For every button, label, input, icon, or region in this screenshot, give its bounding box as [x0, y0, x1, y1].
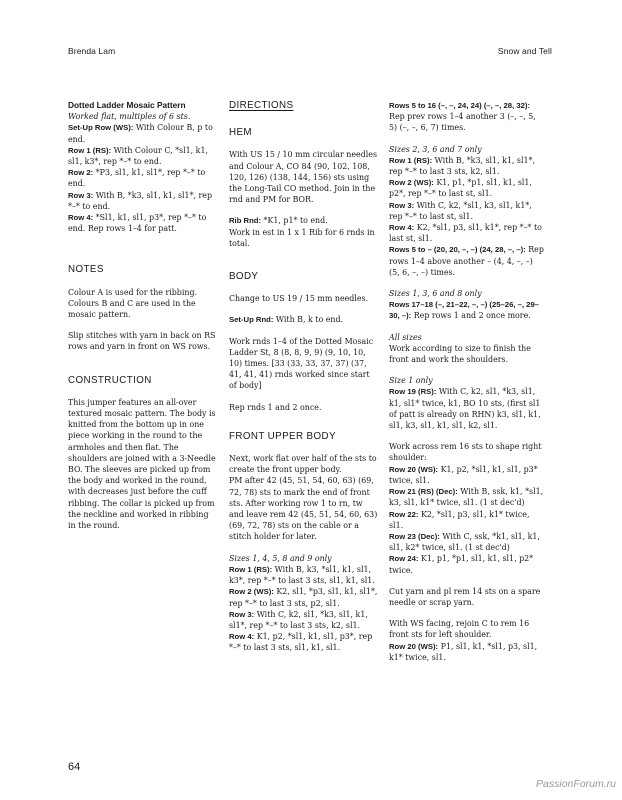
front-upper-body-heading: FRONT UPPER BODY [229, 430, 336, 442]
column-1 [68, 100, 218, 541]
header-author: Brenda Lam [68, 46, 116, 56]
notes-heading: NOTES [68, 264, 104, 276]
front-row-1: Row 1 (RS): With B, k3, *sl1, k1, sl1, k3*, rep *–* to last 3 sts, sl1, k1, sl1. [229, 564, 375, 586]
front-row-4: Row 4: K1, p2, *sl1, k1, sl1, p3*, rep *–* to last 3 sts, sl1, k1, sl1. [229, 632, 373, 653]
notes-paragraph-2: Slip stitches with yarn in back on RS rows and yarn in front on WS rows. [68, 331, 216, 352]
shape-shoulder-paragraph: Work across rem 16 sts to shape right shoulder: [389, 442, 542, 463]
pattern-row-1: Row 1 (RS): With Colour C, *sl1, k1, sl1, k3*, rep *–* to end. [68, 145, 208, 167]
front-row-3: Row 3: With C, k2, sl1, *k3, sl1, k1, sl1*, rep *–* to last 3 sts, k2, sl1. [229, 609, 368, 630]
body-repeat: Rep rnds 1 and 2 once. [229, 402, 322, 412]
pattern-row-4: Row 4: *Sl1, k1, sl1, p3*, rep *–* to end. Rep rows 1–4 for patt. [68, 213, 207, 234]
row-21: Row 21 (RS) (Dec): With B, ssk, k1, *sl1, k3, sl1, k1* twice, sl1. (1 st dec'd) [389, 487, 544, 508]
sizes-1-3-6-8-label: Sizes 1, 3, 6 and 8 only [389, 289, 482, 299]
setup-row: Set-Up Row (WS): With Colour B, p to end. [68, 123, 213, 144]
setup-round: Set-Up Rnd: With B, k to end. [229, 315, 344, 325]
notes-paragraph-1: Colour A is used for the ribbing. Colours B and C are used in the mosaic pattern. [68, 287, 198, 320]
row-24: Row 24: K1, p1, *p1, sl1, k1, sl1, p2* twice. [389, 554, 534, 575]
column-2 [229, 100, 379, 654]
hem-paragraph: With US 15 / 10 mm circular needles and Colour A, CO 84 (90, 102, 108, 120, 126) (138, 144, 156) sts using the Long-Tail CO method. Join in the rnd and PM for BOR. [229, 150, 377, 205]
all-sizes-paragraph: Work according to size to finish the front and work the shoulders. [389, 343, 531, 365]
pattern-row-2: Row 2: *P3, sl1, k1, sl1*, rep *–* to end. [68, 168, 206, 189]
alt-row-4: Row 4: K2, *sl1, p3, sl1, k1*, rep *–* to last st, sl1. [389, 223, 542, 244]
page-number: 64 [68, 761, 81, 773]
column-3 [389, 100, 544, 663]
rib-round: Rib Rnd: *K1, p1* to end. [229, 216, 328, 226]
watermark: PassionForum.ru [536, 778, 616, 790]
sizes-2-3-6-7-label: Sizes 2, 3, 6 and 7 only [389, 144, 482, 154]
front-row-2: Row 2 (WS): K2, sl1, *p3, sl1, k1, sl1*, rep *–* to last 3 sts, p2, sl1. [229, 587, 378, 608]
header-title: Snow and Tell [497, 46, 552, 56]
worked-flat-note: Worked flat, multiples of 6 sts. [68, 112, 191, 122]
rib-paragraph: Work in est in 1 x 1 Rib for 6 rnds in total. [229, 227, 375, 248]
body-heading: BODY [229, 271, 259, 283]
construction-paragraph: This jumper features an all-over textured mosaic pattern. The body is knitted from the bottom up in one piece working in the round to the armholes and then flat. The shoulders are joined with a 3-Needle BO. The sleeves are picked up from the body and worked in the round, with decreases just before the cuff ribbing. The collar is picked up from the neckline and worked in ribbing in the round. [68, 397, 216, 531]
alt-row-2: Row 2 (WS): K1, p1, *p1, sl1, k1, sl1, p2*, rep *–* to last st, sl1. [389, 178, 532, 199]
row-19: Row 19 (RS): With C, k2, sl1, *k3, sl1, k1, sl1* twice, k1, BO 10 sts, (first sl1 of patt is already on RHN) k3, sl1, k1, sl1, k3, sl1, k1, sl1, k2, sl1. [389, 387, 541, 431]
alt-row-1: Row 1 (RS): With B, *k3, sl1, k1, sl1*, rep *–* to last 3 sts, k2, sl1. [389, 155, 535, 177]
size-1-only-label: Size 1 only [389, 376, 433, 386]
row-23: Row 23 (Dec): With C, ssk, *k1, sl1, k1, sl1, k2* twice, sl1. (1 st dec'd) [389, 531, 540, 553]
alt-rows-5-on: Rows 5 to – (20, 20, –, –) (24, 28, –, –): Rep rows 1–4 above another – (4, 4, –, –) (5, 6, –, –) times. [389, 245, 544, 277]
hem-heading: HEM [229, 127, 252, 139]
all-sizes-label: All sizes [389, 332, 422, 342]
rows-5-to-16: Rows 5 to 16 (–, –, 24, 24) (–, –, 28, 32): Rep prev rows 1–4 another 3 (–, –, 5, 5) (–, –, 6, 7) times. [389, 101, 536, 133]
row-20-left: Row 20 (WS): P1, sl1, k1, *sl1, p3, sl1, k1* twice, sl1. [389, 641, 538, 662]
body-rounds-paragraph: Work rnds 1–4 of the Dotted Mosaic Ladder St, 8 (8, 8, 9, 9) (9, 10, 10, 10) times. [33 (33, 33, 37, 37) (37, 41, 41, 41) rnds worked since start of body] [229, 336, 374, 391]
rows-17-18: Rows 17–18 (–, 21–22, –, –) (25–26, –, 29–30, –): Rep rows 1 and 2 once more. [389, 300, 540, 321]
row-22: Row 22: K2, *sl1, p3, sl1, k1* twice, sl1. [389, 509, 530, 530]
directions-heading: DIRECTIONS [229, 100, 294, 111]
pattern-row-3: Row 3: With B, *k3, sl1, k1, sl1*, rep *–* to end. [68, 190, 213, 211]
row-20: Row 20 (WS): K1, p2, *sl1, k1, sl1, p3* twice, sl1. [389, 464, 538, 485]
sizes-label: Sizes 1, 4, 5, 8 and 9 only [229, 553, 332, 563]
alt-row-3: Row 3: With C, k2, *sl1, k3, sl1, k1*, rep *–* to last st, sl1. [389, 200, 532, 221]
body-needles: Change to US 19 / 15 mm needles. [229, 294, 369, 304]
rejoin-paragraph: With WS facing, rejoin C to rem 16 front sts for left shoulder. [389, 619, 530, 640]
construction-heading: CONSTRUCTION [68, 374, 152, 386]
front-paragraph-2: PM after 42 (45, 51, 54, 60, 63) (69, 72, 78) sts to mark the end of front sts. After working row 1 to rn, tw and leave rem 42 (45, 51, 54, 60, 63) (69, 72, 78) sts on the cable or a stitch holder for later. [229, 476, 378, 542]
cut-yarn-paragraph: Cut yarn and pl rem 14 sts on a spare needle or scrap yarn. [389, 586, 541, 607]
front-paragraph-1: Next, work flat over half of the sts to create the front upper body. [229, 454, 377, 475]
stitch-pattern-title: Dotted Ladder Mosaic Pattern [68, 100, 186, 110]
